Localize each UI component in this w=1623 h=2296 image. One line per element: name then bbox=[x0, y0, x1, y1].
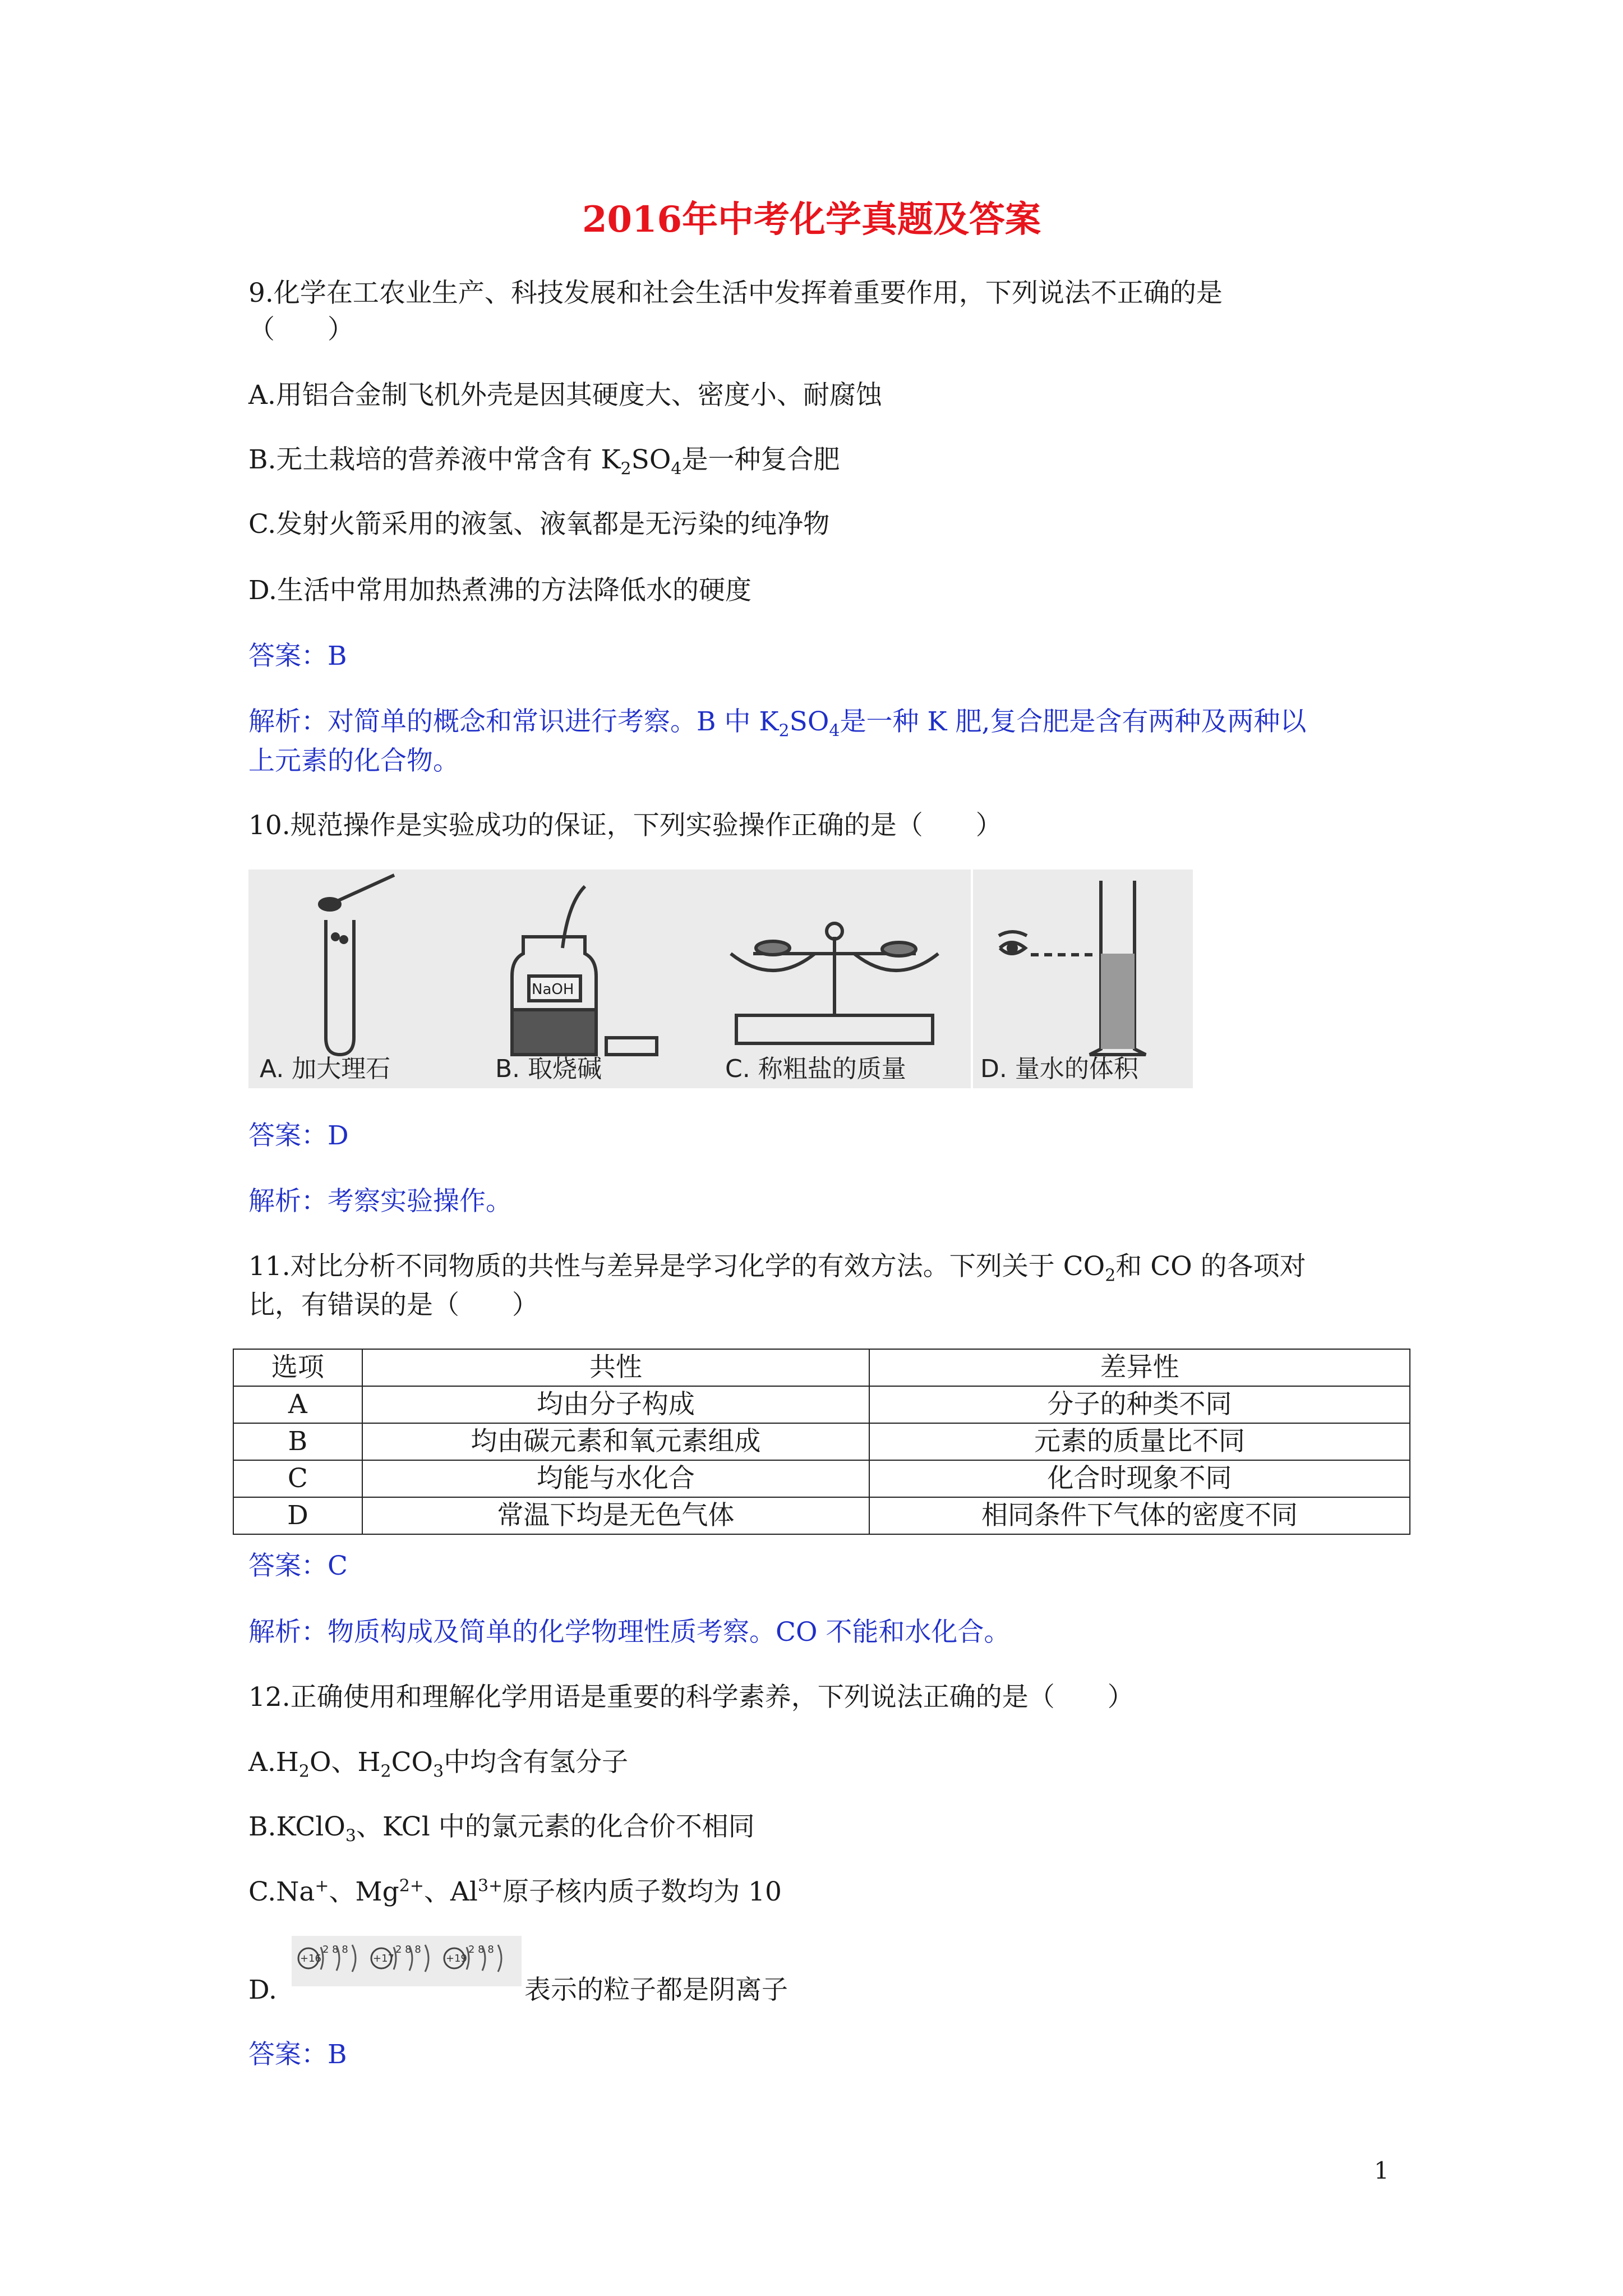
q12-stem: 12.正确使用和理解化学用语是重要的科学素养，下列说法正确的是（ ） bbox=[248, 1682, 1134, 1713]
q12-option-b: B.KClO$_3$、KCl 中的氯元素的化合价不相同 bbox=[248, 1811, 755, 1846]
table-header-row bbox=[233, 1349, 1410, 1386]
q11-answer: 答案：C bbox=[248, 1550, 348, 1581]
table-cell: 元素的质量比不同 bbox=[869, 1423, 1410, 1460]
table-cell: 常温下均是无色气体 bbox=[362, 1497, 869, 1534]
q10-stem: 10.规范操作是实验成功的保证，下列实验操作正确的是（ ） bbox=[248, 810, 1002, 841]
atomic-structure-diagrams bbox=[292, 1936, 522, 1986]
nucleus-charge: +17 bbox=[373, 1953, 394, 1964]
table-cell: 均能与水化合 bbox=[362, 1460, 869, 1497]
q12-option-a: $A.H_2O$、$H_2CO_3$中均含有氢分子 bbox=[248, 1747, 629, 1782]
comparison-table bbox=[233, 1349, 1410, 1535]
table-cell: C bbox=[233, 1460, 362, 1497]
electron-shells: 2 8 8 bbox=[395, 1944, 421, 1955]
q10-analysis: 解析：考察实验操作。 bbox=[248, 1186, 512, 1217]
table-row bbox=[233, 1423, 1410, 1460]
table-cell: 分子的种类不同 bbox=[869, 1386, 1410, 1423]
q11-analysis: 解析：物质构成及简单的化学物理性质考察。CO 不能和水化合。 bbox=[248, 1617, 1011, 1648]
table-cell: 均由分子构成 bbox=[362, 1386, 869, 1423]
lab-operations-figure bbox=[248, 869, 1193, 1088]
jar-label: NaOH bbox=[532, 981, 574, 998]
table-row bbox=[233, 1386, 1410, 1423]
q12-option-c: C.Na+、$Mg^{2+}$、$Al^{3+}$原子核内质子数均为 10 bbox=[248, 1876, 782, 1907]
table-row bbox=[233, 1460, 1410, 1497]
table-cell: A bbox=[233, 1386, 362, 1423]
q9-stem: 9.化学在工农业生产、科技发展和社会生活中发挥着重要作用，下列说法不正确的是 bbox=[248, 278, 1223, 309]
nucleus-charge: +16 bbox=[300, 1953, 321, 1964]
fig-label-b: B. 取烧碱 bbox=[495, 1055, 602, 1083]
table-cell: D bbox=[233, 1497, 362, 1534]
electron-shells: 2 8 8 bbox=[322, 1944, 348, 1955]
electron-shells: 2 8 8 bbox=[468, 1944, 494, 1955]
ion-structure-1 bbox=[298, 1944, 356, 1972]
q9-analysis: 解析：对简单的概念和常识进行考察。B 中 $K_2SO_4$是一种 K 肥,复合肥是含有两种及两种以 bbox=[248, 706, 1307, 741]
table-row bbox=[233, 1497, 1410, 1534]
q12-option-d: 表示的粒子都是阴离子 bbox=[524, 1975, 788, 2005]
q9-option-d: D.生活中常用加热煮沸的方法降低水的硬度 bbox=[248, 575, 751, 606]
q12-option-d-prefix: D. bbox=[248, 1975, 277, 2005]
table-cell: 均由碳元素和氧元素组成 bbox=[362, 1423, 869, 1460]
table-cell: B bbox=[233, 1423, 362, 1460]
q9-option-b: B.无土栽培的营养液中常含有 $K_2SO_4$是一种复合肥 bbox=[248, 444, 840, 479]
q9-answer: 答案：B bbox=[248, 641, 347, 671]
page-title: 2016年中考化学真题及答案 bbox=[582, 199, 1041, 241]
ion-structure-3 bbox=[444, 1944, 501, 1972]
fig-label-d: D. 量水的体积 bbox=[980, 1055, 1138, 1083]
table-cell: 相同条件下气体的密度不同 bbox=[869, 1497, 1410, 1534]
fig-label-c: C. 称粗盐的质量 bbox=[725, 1055, 906, 1083]
ion-structure-2 bbox=[371, 1944, 428, 1972]
table-header: 选项 bbox=[233, 1349, 362, 1386]
nucleus-charge: +19 bbox=[446, 1953, 467, 1964]
q9-option-a: A.用铝合金制飞机外壳是因其硬度大、密度小、耐腐蚀 bbox=[248, 380, 882, 411]
page-number: 1 bbox=[1374, 2157, 1389, 2184]
q11-stem: 11.对比分析不同物质的共性与差异是学习化学的有效方法。下列关于 $CO_2$和 CO 的各项对 bbox=[248, 1251, 1306, 1286]
q12-answer: 答案：B bbox=[248, 2039, 347, 2070]
table-header: 共性 bbox=[362, 1349, 869, 1386]
q9-analysis-cont: 上元素的化合物。 bbox=[248, 746, 459, 776]
q9-paren: （ ） bbox=[248, 314, 354, 345]
table-header: 差异性 bbox=[869, 1349, 1410, 1386]
q10-answer: 答案：D bbox=[248, 1120, 349, 1151]
q11-stem-cont: 比，有错误的是（ ） bbox=[248, 1290, 538, 1320]
table-cell: 化合时现象不同 bbox=[869, 1460, 1410, 1497]
fig-label-a: A. 加大理石 bbox=[260, 1055, 391, 1083]
q9-option-c: C.发射火箭采用的液氢、液氧都是无污染的纯净物 bbox=[248, 509, 830, 540]
